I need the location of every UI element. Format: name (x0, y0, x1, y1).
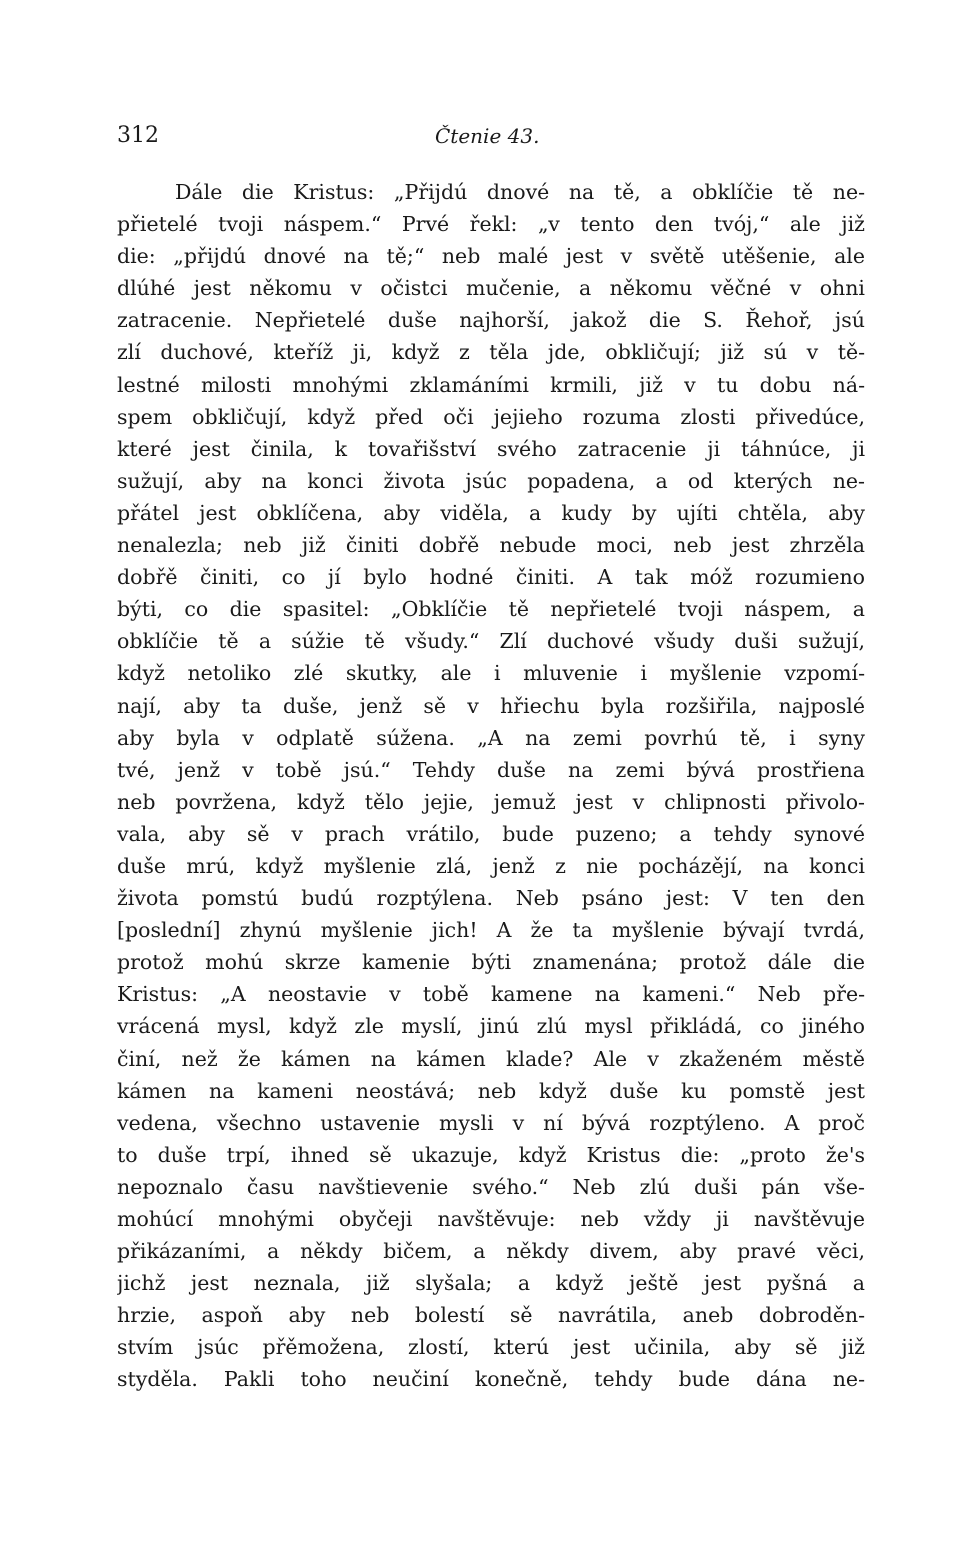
text-line: činí, než že kámen na kámen klade? Ale v zkaženém městě (117, 1046, 865, 1071)
text-line: protož mohú skrze kamenie býti znamenána; protož dále die (117, 950, 865, 975)
text-line: stvím jsúc přěmožena, zlostí, kterú jest učinila, aby sě již (117, 1335, 865, 1360)
text-line: Kristus: „A neostavie v tobě kamene na kameni.“ Neb pře- (117, 982, 865, 1007)
text-line: obklíčie tě a súžie tě všudy.“ Zlí duchové všudy duši sužují, (117, 629, 865, 654)
text-line: vrácená mysl, když zle myslí, jinú zlú mysl přikládá, co jiného (117, 1014, 865, 1039)
text-line: nenalezla; neb již činiti dobřě nebude moci, neb jest zhrzěla (117, 533, 865, 558)
text-line: vala, aby sě v prach vrátilo, bude puzeno; a tehdy synové (117, 821, 865, 846)
text-line: přietelé tvoji náspem.“ Prvé řekl: „v tento den tvój,“ ale již (117, 212, 865, 237)
text-line: dobřě činiti, co jí bylo hodné činiti. A tak móž rozumieno (117, 565, 865, 590)
text-line: hrzie, aspoň aby neb bolestí sě navrátila, aneb dobroděn- (117, 1303, 865, 1328)
text-line: duše mrú, když myšlenie zlá, jenž z nie pocházějí, na konci (117, 853, 865, 878)
text-line: [poslední] zhynú myšlenie jich! A že ta myšlenie bývají tvrdá, (117, 918, 865, 943)
text-line: zatracenie. Nepřietelé duše najhorší, jakož die S. Řehoř, jsú (117, 308, 865, 333)
text-line: sužují, aby na konci života jsúc popadena, a od kterých ne- (117, 468, 865, 493)
text-line: které jest činila, k tovařišství svého zatracenie ji táhnúce, ji (117, 436, 865, 461)
text-line: styděla. Pakli toho neučiní konečně, tehdy bude dána ne- (117, 1367, 865, 1392)
text-line: vedena, všechno ustavenie mysli v ní bývá rozptýleno. A proč (117, 1110, 865, 1135)
text-line: nají, aby ta duše, jenž sě v hřiechu byla rozšiřila, najposlé (117, 693, 865, 718)
text-line: aby byla v odplatě súžena. „A na zemi povrhú tě, i syny (117, 725, 865, 750)
text-line: dlúhé jest někomu v očistci mučenie, a někomu věčné v ohni (117, 276, 865, 301)
text-line: kámen na kameni neostává; neb když duše ku pomstě jest (117, 1078, 865, 1103)
text-line: tvé, jenž v tobě jsú.“ Tehdy duše na zemi bývá prostřiena (117, 757, 865, 782)
text-line: přátel jest obklíčena, aby viděla, a kudy by ujíti chtěla, aby (117, 500, 865, 525)
text-line: die: „přijdú dnové na tě;“ neb malé jest v světě utěšenie, ale (117, 244, 865, 269)
text-line: zlí duchové, kteříž ji, když z těla jde, obkličují; již sú v tě- (117, 340, 865, 365)
text-line: jichž jest neznala, již slyšala; a když ještě jest pyšná a (117, 1271, 865, 1296)
text-line: to duše trpí, ihned sě ukazuje, když Kristus die: „proto že's (117, 1142, 865, 1167)
running-head: Čtenie 43. (435, 124, 540, 148)
body-text (117, 176, 865, 1396)
text-line: života pomstú budú rozptýlena. Neb psáno jest: V ten den (117, 886, 865, 911)
text-line: spem obkličují, když před oči jejieho rozuma zlosti přivedúce, (117, 404, 865, 429)
text-line: lestné milosti mnohými zklamáními krmili, již v tu dobu ná- (117, 372, 865, 397)
text-line: býti, co die spasitel: „Obklíčie tě nepřietelé tvoji náspem, a (117, 597, 865, 622)
text-line: nepoznalo času navštievenie svého.“ Neb zlú duši pán vše- (117, 1174, 865, 1199)
text-line: neb povržena, když tělo jejie, jemuž jest v chlipnosti přivolo- (117, 789, 865, 814)
text-line: Dále die Kristus: „Přijdú dnové na tě, a obklíčie tě ne- (175, 180, 865, 204)
page-number: 312 (117, 123, 159, 148)
text-line: mohúcí mnohými obyčeji navštěvuje: neb vždy ji navštěvuje (117, 1207, 865, 1231)
text-line: když netoliko zlé skutky, ale i mluvenie i myšlenie vzpomí- (117, 661, 865, 686)
page-header (117, 118, 865, 154)
text-line: přikázaními, a někdy bičem, a někdy divem, aby pravé věci, (117, 1239, 865, 1264)
